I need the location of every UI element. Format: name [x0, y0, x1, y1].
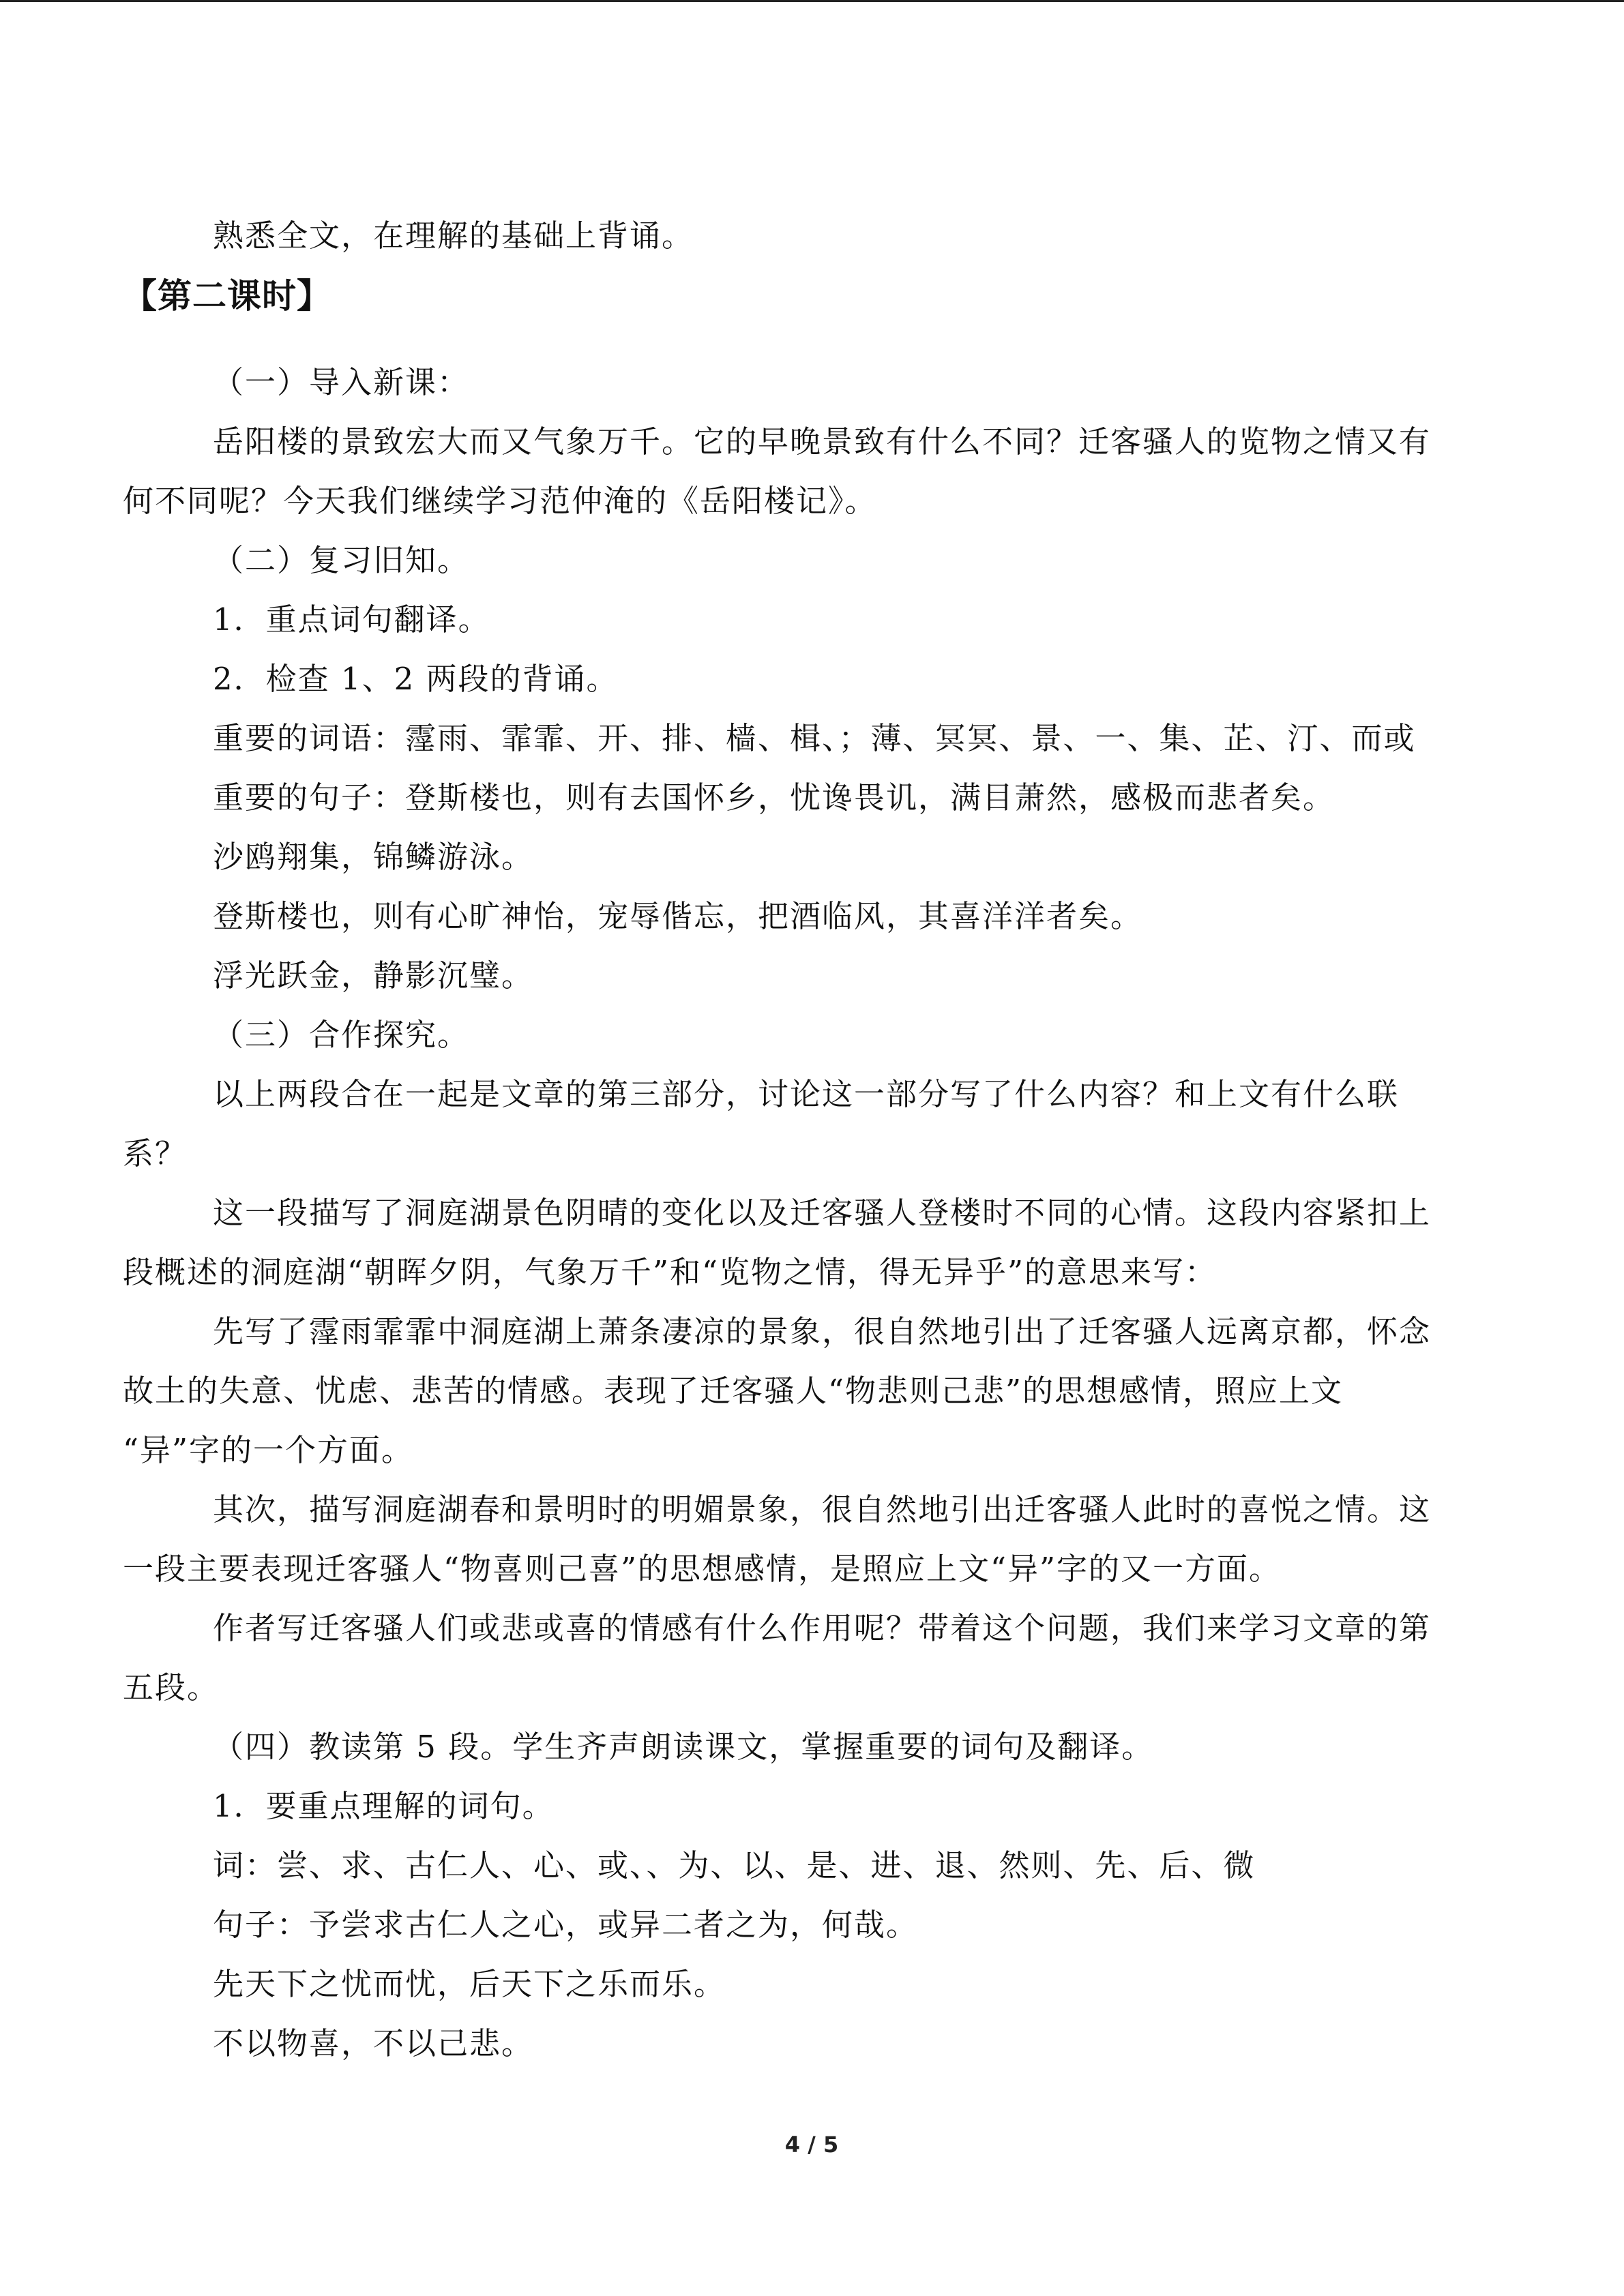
paragraph-line: 不以物喜，不以己悲。 — [213, 2025, 534, 2061]
paragraph-line: 何不同呢？今天我们继续学习范仲淹的《岳阳楼记》。 — [123, 483, 877, 519]
subsection-heading: （一）导入新课： — [213, 364, 470, 400]
paragraph-line: 五段。 — [123, 1669, 220, 1705]
paragraph-line: 作者写迁客骚人们或悲或喜的情感有什么作用呢？带着这个问题，我们来学习文章的第 — [213, 1610, 1432, 1646]
paragraph-line: 以上两段合在一起是文章的第三部分，讨论这一部分写了什么内容？和上文有什么联 — [213, 1076, 1400, 1112]
paragraph-line: 句子：予尝求古仁人之心，或异二者之为，何哉。 — [213, 1907, 919, 1943]
list-item: 1．要重点理解的词句。 — [213, 1788, 555, 1824]
paragraph-line: 故土的失意、忧虑、悲苦的情感。表现了迁客骚人“物悲则己悲”的思想感情，照应上文 — [123, 1373, 1344, 1409]
paragraph-line: 系？ — [123, 1135, 188, 1172]
paragraph-line: 沙鸥翔集，锦鳞游泳。 — [213, 839, 534, 875]
paragraph-line: 这一段描写了洞庭湖景色阴晴的变化以及迁客骚人登楼时不同的心情。这段内容紧扣上 — [213, 1195, 1432, 1231]
paragraph-line: 重要的词语：霪雨、霏霏、开、排、樯、楫、；薄、冥冥、景、一、集、芷、汀、而或 — [213, 720, 1416, 756]
subsection-heading: （四）教读第 5 段。学生齐声朗读课文，掌握重要的词句及翻译。 — [213, 1729, 1154, 1765]
paragraph-line: 段概述的洞庭湖“朝晖夕阴，气象万千”和“览物之情，得无异乎”的意思来写： — [123, 1254, 1217, 1290]
page-number: 4 / 5 — [784, 2132, 839, 2158]
paragraph-line: 一段主要表现迁客骚人“物喜则己喜”的思想感情，是照应上文“异”字的又一方面。 — [123, 1551, 1282, 1587]
paragraph-line: 熟悉全文，在理解的基础上背诵。 — [213, 218, 694, 254]
paragraph-line: 其次，描写洞庭湖春和景明时的明媚景象，很自然地引出迁客骚人此时的喜悦之情。这 — [213, 1491, 1432, 1527]
subsection-heading: （二）复习旧知。 — [213, 542, 470, 578]
paragraph-line: 先写了霪雨霏霏中洞庭湖上萧条凄凉的景象，很自然地引出了迁客骚人远离京都，怀念 — [213, 1313, 1432, 1350]
list-item: 2．检查 1、2 两段的背诵。 — [213, 661, 619, 697]
top-border — [0, 0, 1624, 2]
paragraph-line: “异”字的一个方面。 — [123, 1432, 414, 1468]
list-item: 1．重点词句翻译。 — [213, 601, 490, 638]
paragraph-line: 浮光跃金，静影沉璧。 — [213, 957, 534, 994]
subsection-heading: （三）合作探究。 — [213, 1017, 470, 1053]
paragraph-line: 先天下之忧而忧，后天下之乐而乐。 — [213, 1966, 726, 2002]
paragraph-line: 登斯楼也，则有心旷神怡，宠辱偕忘，把酒临风，其喜洋洋者矣。 — [213, 898, 1143, 934]
paragraph-line: 重要的句子：登斯楼也，则有去国怀乡，忧谗畏讥，满目萧然，感极而悲者矣。 — [213, 779, 1335, 816]
paragraph-line: 岳阳楼的景致宏大而又气象万千。它的早晚景致有什么不同？迁客骚人的览物之情又有 — [213, 423, 1432, 460]
paragraph-line: 词：尝、求、古仁人、心、或、、为、以、是、进、退、然则、先、后、微 — [213, 1847, 1256, 1883]
section-heading: 【第二课时】 — [123, 276, 331, 316]
